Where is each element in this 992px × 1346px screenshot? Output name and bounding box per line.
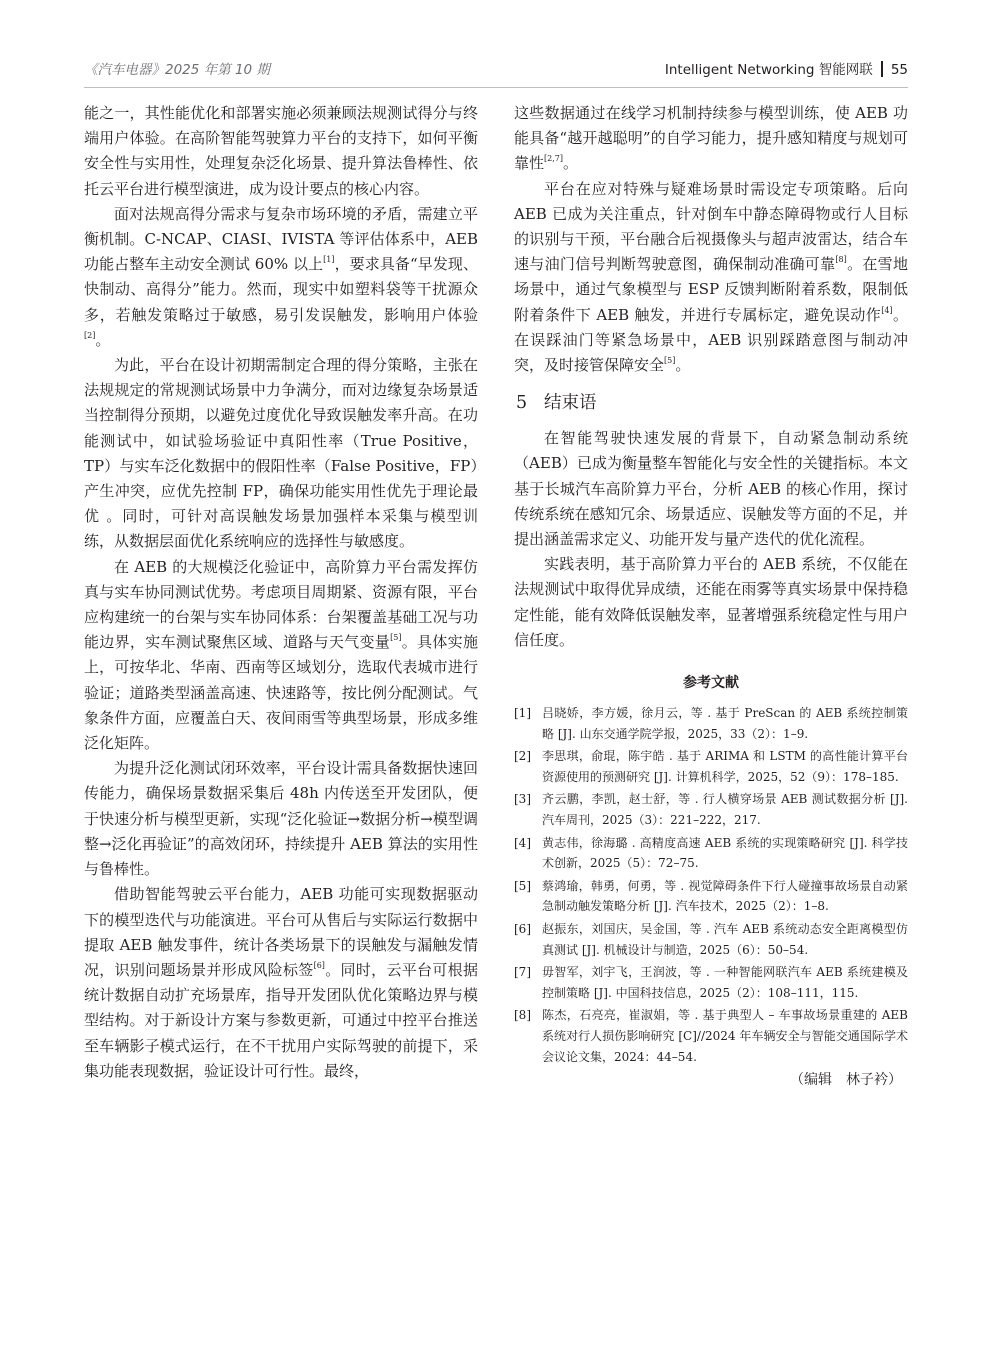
paragraph: [514, 426, 908, 552]
paragraph-text: 这些数据通过在线学习机制持续参与模型训练，使 AEB 功能具备“越开越聪明”的自学习能力，提升感知精度与规划可靠性: [514, 104, 908, 173]
reference-number: [3]: [514, 792, 531, 807]
header-rule: [84, 87, 908, 88]
reference-text: 吕晓娇，李方媛，徐月云，等 . 基于 PreScan 的 AEB 系统控制策略 [J]. 山东交通学院学报，2025，33（2）：1–9.: [542, 706, 908, 741]
paragraph: [84, 353, 478, 555]
section-name: Intelligent Networking 智能网联: [664, 62, 873, 78]
right-top-paragraphs: [514, 101, 908, 378]
citation-mark: [6]: [313, 960, 325, 970]
conclusion-paragraphs: [514, 426, 908, 653]
reference-item: [514, 1005, 908, 1067]
reference-item: [514, 789, 908, 830]
reference-text: 蔡鸿瑜，韩勇，何勇，等 . 视觉障碍条件下行人碰撞事故场景自动紧急制动触发策略分析 [J]. 汽车技术，2025（2）：1–8.: [542, 878, 908, 914]
paragraph-text: 借助智能驾驶云平台能力，AEB 功能可实现数据驱动下的模型迭代与功能演进。平台可从售后与实际运行数据中提取 AEB 触发事件，统计各类场景下的误触发与漏触发情况，识别问题场景并形成风险标签: [84, 885, 478, 979]
reference-number: [2]: [514, 749, 531, 764]
citation-mark: [8]: [835, 255, 847, 265]
reference-text: 陈杰，石亮亮，崔淑娟，等 . 基于典型人 – 车事故场景重建的 AEB 系统对行人损伤影响研究 [C]//2024 年车辆安全与智能交通国际学术会议论文集，2024：44–54.: [542, 1008, 908, 1064]
right-column: [514, 101, 908, 1089]
editor-note: （编辑 林子衿）: [790, 1072, 902, 1089]
page-header: [84, 58, 908, 82]
reference-item: [514, 746, 908, 787]
page-number: 55: [890, 62, 908, 78]
paragraph-text: 。: [562, 154, 578, 173]
journal-issue: 《汽车电器》2025 年第 10 期: [84, 62, 270, 78]
paragraph-text: 。在雪地场景中，通过气象模型与 ESP 反馈判断附着系数，限制低附着条件下 AEB 触发，并进行专属标定，避免误动作: [514, 255, 908, 324]
paragraph: [84, 882, 478, 1084]
reference-item: [514, 919, 908, 960]
paragraph: [84, 756, 478, 882]
paragraph-text: 平台在应对特殊与疑难场景时需设定专项策略。后向 AEB 已成为关注重点，针对倒车中静态障碍物或行人目标的识别与干预，平台融合后视摄像头与超声波雷达，结合车速与油门信号判断驾驶意图，确保制动准确可靠: [514, 179, 908, 274]
reference-item: [514, 703, 908, 744]
left-column: [84, 101, 478, 1084]
reference-list: [514, 703, 908, 1067]
paragraph: [514, 552, 908, 653]
paragraph-text: 。: [95, 330, 111, 349]
reference-item: [514, 833, 908, 874]
paragraph-text: 为提升泛化测试闭环效率，平台设计需具备数据快速回传能力，确保场景数据采集后 48h 内传送至开发团队，便于快速分析与模型更新，实现“泛化验证→数据分析→模型调整→泛化再验证”的高效闭环，持续提升 AEB 算法的实用性与鲁棒性。: [84, 759, 478, 879]
reference-text: 李思琪，俞琨，陈宇皓 . 基于 ARIMA 和 LSTM 的高性能计算平台资源使用的预测研究 [J]. 计算机科学，2025，52（9）：178–185.: [542, 749, 908, 784]
section-heading: [516, 390, 908, 416]
reference-text: 毋智军，刘宇飞，王润波，等 . 一种智能网联汽车 AEB 系统建模及控制策略 [J]. 中国科技信息，2025（2）：108–111，115.: [542, 965, 908, 1000]
paragraph: [84, 202, 478, 353]
header-divider: [881, 61, 883, 77]
section-and-page: [665, 58, 908, 78]
citation-mark: [5]: [390, 633, 402, 643]
paragraph-text: 面对法规高得分需求与复杂市场环境的矛盾，需建立平衡机制。C-NCAP、CIASI、IVISTA 等评估体系中，AEB 功能占整车主动安全测试 60% 以上: [84, 204, 478, 274]
paragraph-text: 能之一，其性能优化和部署实施必须兼顾法规测试得分与终端用户体验。在高阶智能驾驶算力平台的支持下，如何平衡安全性与实用性，处理复杂泛化场景、提升算法鲁棒性、依托云平台进行模型演进，成为设计要点的核心内容。: [84, 104, 478, 198]
reference-text: 赵振东，刘国庆，吴金国，等 . 汽车 AEB 系统动态安全距离模型仿真测试 [J]. 机械设计与制造，2025（6）：50–54.: [542, 922, 908, 957]
reference-number: [7]: [514, 965, 531, 980]
paragraph-text: 为此，平台在设计初期需制定合理的得分策略，主张在法规规定的常规测试场景中力争满分，而对边缘复杂场景适当控制得分预期，以避免过度优化导致误触发率升高。在功能测试中，如试验场验证中真阳性率（True Positive，TP）与实车泛化数据中的假阳性率（False Positive，FP）产生冲突，应优先控制 FP，确保功能实用性优先于理论最优 。同时，可针对高误触发场景加强样本采集与模型训练，从数据层面优化系统响应的选择性与敏感度。: [84, 356, 478, 551]
reference-number: [4]: [514, 835, 531, 850]
paragraph-text: 。在误踩油门等紧急场景中，AEB 识别踩踏意图与制动冲突，及时接管保障安全: [514, 305, 908, 375]
paragraph: [514, 101, 908, 177]
reference-text: 黄志伟，徐海璐 . 高精度高速 AEB 系统的实现策略研究 [J]. 科学技术创新，2025（5）：72–75.: [542, 835, 908, 871]
citation-mark: [4]: [881, 305, 893, 315]
paragraph-text: 实践表明，基于高阶算力平台的 AEB 系统，不仅能在法规测试中取得优异成绩，还能在雨雾等真实场景中保持稳定性能，能有效降低误触发率，显著增强系统稳定性与用户信任度。: [514, 555, 908, 649]
reference-number: [1]: [514, 706, 531, 721]
section-number: 5: [516, 393, 528, 414]
reference-number: [6]: [514, 922, 531, 936]
references-title: 参考文献: [683, 675, 739, 692]
paragraph-text: 在智能驾驶快速发展的背景下，自动紧急制动系统（AEB）已成为衡量整车智能化与安全性的关键指标。本文基于长城汽车高阶算力平台，分析 AEB 的核心作用，探讨传统系统在感知冗余、场景适应、误触发等方面的不足，并提出涵盖需求定义、功能开发与量产迭代的优化流程。: [514, 429, 908, 549]
citation-mark: [2]: [84, 330, 96, 340]
citation-mark: [5]: [664, 356, 676, 366]
section-title: 结束语: [544, 393, 597, 414]
paragraph: [84, 101, 478, 202]
citation-mark: [1]: [323, 255, 335, 265]
paragraph: [84, 555, 478, 757]
paragraph: [514, 177, 908, 379]
paragraph-text: 。: [675, 356, 691, 375]
reference-number: [8]: [514, 1008, 531, 1023]
paragraph-text: ，要求具备“早发现、快制动、高得分”能力。然而，现实中如塑料袋等干扰源众多，若触发策略过于敏感，易引发误触发，影响用户体验: [84, 255, 478, 324]
citation-mark: [2,7]: [544, 154, 563, 164]
reference-number: [5]: [514, 878, 531, 893]
reference-item: [514, 962, 908, 1003]
paragraph-text: 在 AEB 的大规模泛化验证中，高阶算力平台需发挥仿真与实车协同测试优势。考虑项目周期紧、资源有限，平台应构建统一的台架与实车协同体系：台架覆盖基础工况与功能边界，实车测试聚焦区域、道路与天气变量: [84, 557, 478, 652]
reference-text: 齐云鹏，李凯，赵士舒，等 . 行人横穿场景 AEB 测试数据分析 [J]. 汽车周刊，2025（3）：221–222，217.: [542, 792, 908, 828]
paragraph-text: 。同时，云平台可根据统计数据自动扩充场景库，指导开发团队优化策略边界与模型结构。对于新设计方案与参数更新，可通过中控平台推送至车辆影子模式运行，在不干扰用户实际驾驶的前提下，采集功能表现数据，验证设计可行性。最终，: [84, 960, 478, 1080]
paragraph-text: 。具体实施上，可按华北、华南、西南等区域划分，选取代表城市进行验证；道路类型涵盖高速、快速路等，按比例分配测试。气象条件方面，应覆盖白天、夜间雨雪等典型场景，形成多维泛化矩阵。: [84, 633, 478, 753]
reference-item: [514, 876, 908, 917]
